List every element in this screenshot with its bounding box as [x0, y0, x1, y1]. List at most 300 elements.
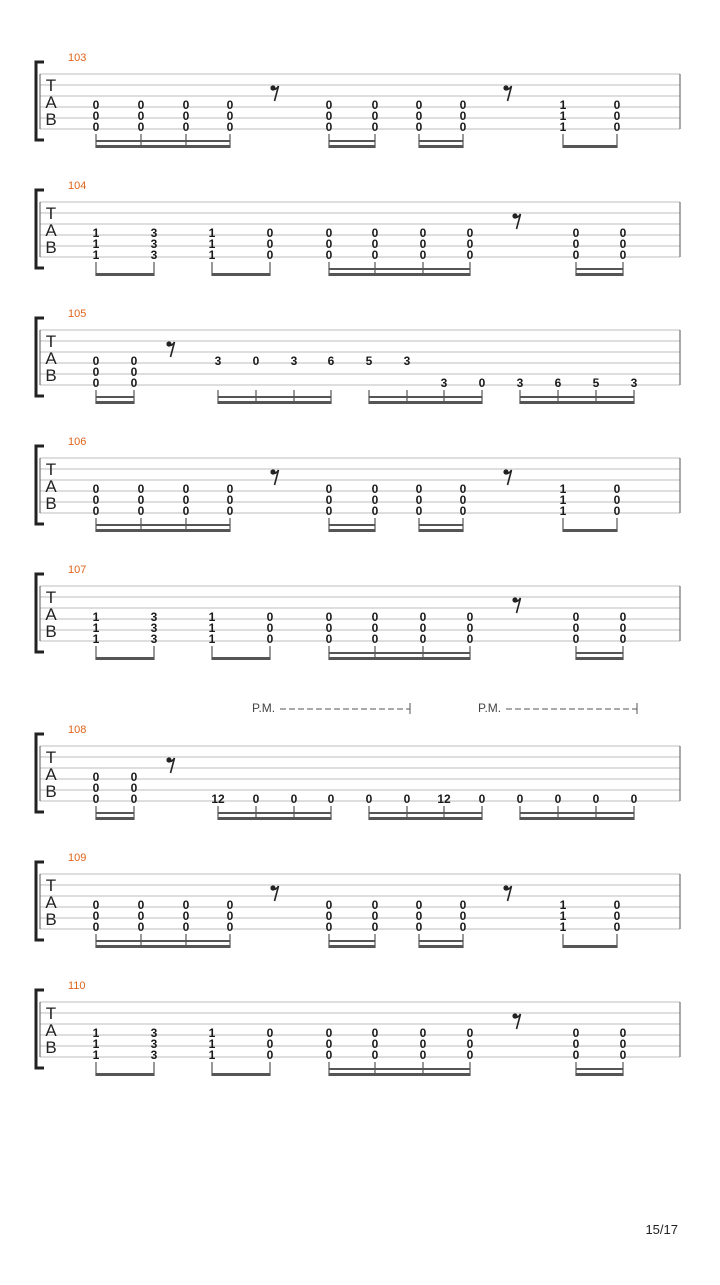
beam-16th — [576, 268, 623, 270]
fret-number: 0 — [325, 120, 333, 134]
fret-number: 0 — [415, 909, 423, 923]
fret-number: 3 — [150, 1048, 158, 1062]
beam — [329, 529, 375, 532]
tab-system-105 — [36, 308, 680, 404]
fret-number: 0 — [325, 610, 333, 624]
beam — [563, 145, 617, 148]
fret-number: 0 — [92, 770, 100, 784]
fret-number: 0 — [92, 920, 100, 934]
fret-number: 0 — [137, 504, 145, 518]
tab-clef-letter: B — [45, 622, 57, 641]
fret-number: 0 — [419, 226, 427, 240]
fret-number: 1 — [208, 226, 216, 240]
fret-number: 1 — [92, 1026, 100, 1040]
tab-clef-letter: A — [45, 221, 57, 240]
fret-number: 6 — [554, 376, 562, 390]
beam-16th — [96, 524, 230, 526]
tab-system-108 — [36, 701, 680, 820]
fret-number: 0 — [371, 109, 379, 123]
fret-number: 0 — [371, 1026, 379, 1040]
fret-number: 0 — [466, 237, 474, 251]
fret-number: 0 — [415, 493, 423, 507]
beam-16th — [96, 812, 134, 814]
beam — [212, 1073, 270, 1076]
fret-number: 0 — [182, 98, 190, 112]
fret-number: 0 — [130, 781, 138, 795]
fret-number: 0 — [365, 792, 373, 806]
fret-number: 0 — [325, 493, 333, 507]
tab-clef-letter: T — [45, 76, 57, 95]
fret-number: 0 — [613, 920, 621, 934]
fret-number: 3 — [150, 632, 158, 646]
beam-16th — [218, 396, 331, 398]
fret-number: 0 — [266, 621, 274, 635]
tab-clef-letter: B — [45, 494, 57, 513]
fret-number: 0 — [137, 493, 145, 507]
measure-number: 105 — [68, 308, 87, 320]
fret-number: 0 — [466, 1026, 474, 1040]
fret-number: 0 — [572, 621, 580, 635]
beam-16th — [329, 140, 375, 142]
tab-system-106 — [36, 436, 680, 532]
fret-number: 0 — [266, 1048, 274, 1062]
fret-number: 0 — [478, 792, 486, 806]
beam-16th — [96, 140, 230, 142]
beam — [563, 945, 617, 948]
fret-number: 0 — [266, 610, 274, 624]
beam — [212, 273, 270, 276]
tab-clef-letter: B — [45, 1038, 57, 1057]
beam — [419, 529, 463, 532]
fret-number: 0 — [419, 632, 427, 646]
fret-number: 0 — [182, 493, 190, 507]
fret-number: 0 — [266, 1026, 274, 1040]
fret-number: 0 — [419, 237, 427, 251]
beam — [576, 657, 623, 660]
fret-number: 3 — [150, 621, 158, 635]
fret-number: 0 — [466, 621, 474, 635]
fret-number: 1 — [92, 248, 100, 262]
tab-clef-letter: T — [45, 1004, 57, 1023]
beam — [419, 945, 463, 948]
fret-number: 0 — [226, 120, 234, 134]
beam — [96, 273, 154, 276]
tab-clef-letter: T — [45, 588, 57, 607]
fret-number: 1 — [208, 1037, 216, 1051]
fret-number: 0 — [371, 237, 379, 251]
page-number: 15/17 — [645, 1222, 678, 1237]
fret-number: 0 — [92, 781, 100, 795]
fret-number: 0 — [459, 493, 467, 507]
fret-number: 0 — [419, 1037, 427, 1051]
fret-number: 0 — [459, 109, 467, 123]
fret-number: 0 — [226, 98, 234, 112]
fret-number: 0 — [325, 248, 333, 262]
fret-number: 0 — [92, 482, 100, 496]
fret-number: 1 — [559, 493, 567, 507]
beam-16th — [218, 812, 331, 814]
beam-16th — [576, 652, 623, 654]
fret-number: 1 — [559, 504, 567, 518]
beam — [329, 945, 375, 948]
beam — [576, 1073, 623, 1076]
fret-number: 0 — [613, 482, 621, 496]
beam-16th — [96, 940, 230, 942]
fret-number: 0 — [130, 792, 138, 806]
fret-number: 0 — [371, 920, 379, 934]
fret-number: 1 — [559, 909, 567, 923]
fret-number: 0 — [554, 792, 562, 806]
beam — [218, 401, 331, 404]
tab-system-110 — [36, 980, 680, 1076]
fret-number: 0 — [371, 226, 379, 240]
fret-number: 0 — [137, 482, 145, 496]
fret-number: 0 — [572, 248, 580, 262]
fret-number: 3 — [150, 237, 158, 251]
fret-number: 0 — [613, 98, 621, 112]
fret-number: 0 — [325, 109, 333, 123]
fret-number: 0 — [182, 898, 190, 912]
beam-16th — [520, 812, 634, 814]
measure-number: 104 — [68, 180, 87, 192]
fret-number: 1 — [208, 632, 216, 646]
fret-number: 0 — [226, 504, 234, 518]
fret-number: 0 — [266, 632, 274, 646]
fret-number: 0 — [92, 354, 100, 368]
beam — [329, 273, 470, 276]
fret-number: 0 — [613, 504, 621, 518]
fret-number: 0 — [226, 482, 234, 496]
beam — [96, 401, 134, 404]
fret-number: 0 — [325, 1048, 333, 1062]
fret-number: 0 — [459, 909, 467, 923]
fret-number: 0 — [266, 1037, 274, 1051]
fret-number: 0 — [371, 632, 379, 646]
tab-clef-letter: B — [45, 110, 57, 129]
fret-number: 0 — [325, 237, 333, 251]
fret-number: 1 — [208, 1026, 216, 1040]
fret-number: 0 — [290, 792, 298, 806]
beam-16th — [419, 940, 463, 942]
tab-clef-letter: B — [45, 782, 57, 801]
fret-number: 0 — [325, 920, 333, 934]
tab-clef-letter: T — [45, 876, 57, 895]
palm-mute-label: P.M. — [252, 701, 276, 715]
fret-number: 0 — [572, 1026, 580, 1040]
fret-number: 0 — [619, 632, 627, 646]
fret-number: 0 — [371, 98, 379, 112]
tab-clef-letter: B — [45, 366, 57, 385]
tab-clef-letter: T — [45, 460, 57, 479]
fret-number: 1 — [92, 621, 100, 635]
beam-16th — [329, 652, 470, 654]
measure-number: 110 — [68, 980, 86, 992]
fret-number: 1 — [559, 898, 567, 912]
fret-number: 0 — [371, 504, 379, 518]
beam — [520, 401, 634, 404]
tab-clef-letter: A — [45, 893, 57, 912]
tab-system-104 — [36, 180, 680, 276]
fret-number: 0 — [325, 98, 333, 112]
fret-number: 0 — [619, 1026, 627, 1040]
tab-clef-letter: T — [45, 748, 57, 767]
fret-number: 0 — [266, 248, 274, 262]
fret-number: 0 — [92, 109, 100, 123]
fret-number: 1 — [92, 1048, 100, 1062]
tab-clef-letter: B — [45, 238, 57, 257]
beam — [96, 657, 154, 660]
fret-number: 0 — [466, 632, 474, 646]
fret-number: 0 — [137, 98, 145, 112]
fret-number: 0 — [130, 376, 138, 390]
fret-number: 3 — [214, 354, 222, 368]
fret-number: 0 — [415, 482, 423, 496]
fret-number: 0 — [572, 632, 580, 646]
fret-number: 0 — [415, 109, 423, 123]
beam-16th — [419, 140, 463, 142]
beam — [329, 145, 375, 148]
tab-system-107 — [36, 564, 680, 660]
beam-16th — [369, 812, 482, 814]
fret-number: 0 — [325, 482, 333, 496]
fret-number: 0 — [325, 226, 333, 240]
fret-number: 1 — [559, 920, 567, 934]
fret-number: 0 — [371, 1037, 379, 1051]
tab-clef-letter: A — [45, 765, 57, 784]
beam-16th — [369, 396, 482, 398]
fret-number: 0 — [516, 792, 524, 806]
fret-number: 3 — [516, 376, 524, 390]
fret-number: 0 — [619, 1048, 627, 1062]
beam — [329, 1073, 470, 1076]
fret-number: 0 — [327, 792, 335, 806]
fret-number: 0 — [466, 1037, 474, 1051]
beam — [96, 817, 134, 820]
tab-clef-letter: B — [45, 910, 57, 929]
fret-number: 12 — [437, 792, 451, 806]
fret-number: 5 — [592, 376, 600, 390]
beam — [96, 945, 230, 948]
fret-number: 1 — [208, 621, 216, 635]
fret-number: 0 — [182, 120, 190, 134]
fret-number: 0 — [252, 354, 260, 368]
fret-number: 0 — [182, 109, 190, 123]
fret-number: 1 — [559, 109, 567, 123]
fret-number: 12 — [211, 792, 225, 806]
fret-number: 0 — [371, 909, 379, 923]
fret-number: 0 — [613, 109, 621, 123]
beam — [563, 529, 617, 532]
fret-number: 0 — [325, 909, 333, 923]
fret-number: 0 — [403, 792, 411, 806]
beam — [520, 817, 634, 820]
fret-number: 3 — [150, 610, 158, 624]
fret-number: 0 — [182, 920, 190, 934]
beam — [96, 145, 230, 148]
measure-number: 106 — [68, 436, 87, 448]
tab-clef-letter: T — [45, 332, 57, 351]
fret-number: 0 — [137, 109, 145, 123]
fret-number: 0 — [226, 898, 234, 912]
fret-number: 0 — [92, 792, 100, 806]
fret-number: 0 — [130, 365, 138, 379]
fret-number: 0 — [92, 898, 100, 912]
fret-number: 0 — [325, 632, 333, 646]
fret-number: 0 — [182, 482, 190, 496]
fret-number: 3 — [290, 354, 298, 368]
fret-number: 0 — [266, 237, 274, 251]
fret-number: 0 — [371, 610, 379, 624]
fret-number: 1 — [208, 610, 216, 624]
beam — [212, 657, 270, 660]
tab-clef-letter: A — [45, 605, 57, 624]
fret-number: 0 — [459, 120, 467, 134]
beam-16th — [419, 524, 463, 526]
fret-number: 0 — [266, 226, 274, 240]
fret-number: 0 — [419, 1048, 427, 1062]
fret-number: 0 — [182, 909, 190, 923]
fret-number: 0 — [613, 120, 621, 134]
fret-number: 1 — [559, 120, 567, 134]
fret-number: 0 — [325, 1037, 333, 1051]
fret-number: 0 — [619, 1037, 627, 1051]
fret-number: 0 — [371, 1048, 379, 1062]
fret-number: 0 — [619, 621, 627, 635]
fret-number: 0 — [92, 909, 100, 923]
fret-number: 0 — [92, 376, 100, 390]
fret-number: 0 — [572, 1048, 580, 1062]
fret-number: 0 — [130, 770, 138, 784]
beam-16th — [329, 1068, 470, 1070]
fret-number: 0 — [619, 248, 627, 262]
fret-number: 3 — [403, 354, 411, 368]
fret-number: 1 — [92, 1037, 100, 1051]
beam-16th — [329, 524, 375, 526]
tab-clef-letter: A — [45, 477, 57, 496]
fret-number: 0 — [478, 376, 486, 390]
beam-16th — [96, 396, 134, 398]
beam — [419, 145, 463, 148]
beam — [369, 817, 482, 820]
fret-number: 0 — [252, 792, 260, 806]
fret-number: 0 — [619, 226, 627, 240]
fret-number: 0 — [137, 909, 145, 923]
fret-number: 0 — [92, 365, 100, 379]
measure-number: 108 — [68, 724, 87, 736]
beam — [96, 529, 230, 532]
fret-number: 0 — [325, 1026, 333, 1040]
beam-16th — [329, 268, 470, 270]
fret-number: 0 — [92, 493, 100, 507]
fret-number: 0 — [226, 493, 234, 507]
beam — [576, 273, 623, 276]
measure-number: 109 — [68, 852, 87, 864]
beam — [218, 817, 331, 820]
fret-number: 0 — [415, 898, 423, 912]
fret-number: 3 — [150, 1037, 158, 1051]
fret-number: 0 — [572, 237, 580, 251]
fret-number: 0 — [137, 898, 145, 912]
fret-number: 1 — [559, 98, 567, 112]
fret-number: 0 — [592, 792, 600, 806]
fret-number: 1 — [559, 482, 567, 496]
fret-number: 0 — [371, 482, 379, 496]
fret-number: 0 — [613, 909, 621, 923]
fret-number: 0 — [325, 621, 333, 635]
fret-number: 0 — [419, 621, 427, 635]
beam — [96, 1073, 154, 1076]
fret-number: 0 — [371, 493, 379, 507]
fret-number: 3 — [440, 376, 448, 390]
fret-number: 0 — [572, 610, 580, 624]
beam-16th — [520, 396, 634, 398]
fret-number: 0 — [92, 98, 100, 112]
tab-system-103 — [36, 52, 680, 148]
fret-number: 0 — [459, 482, 467, 496]
fret-number: 0 — [459, 504, 467, 518]
fret-number: 0 — [371, 248, 379, 262]
fret-number: 0 — [415, 120, 423, 134]
fret-number: 0 — [137, 920, 145, 934]
fret-number: 0 — [419, 1026, 427, 1040]
fret-number: 0 — [613, 898, 621, 912]
fret-number: 0 — [459, 898, 467, 912]
fret-number: 0 — [613, 493, 621, 507]
fret-number: 0 — [572, 1037, 580, 1051]
fret-number: 5 — [365, 354, 373, 368]
fret-number: 1 — [208, 1048, 216, 1062]
fret-number: 0 — [130, 354, 138, 368]
fret-number: 3 — [150, 1026, 158, 1040]
fret-number: 1 — [208, 248, 216, 262]
palm-mute-label: P.M. — [478, 701, 502, 715]
fret-number: 0 — [137, 120, 145, 134]
fret-number: 0 — [466, 248, 474, 262]
fret-number: 0 — [92, 504, 100, 518]
fret-number: 0 — [466, 610, 474, 624]
fret-number: 0 — [466, 226, 474, 240]
fret-number: 1 — [92, 610, 100, 624]
fret-number: 3 — [150, 248, 158, 262]
fret-number: 3 — [150, 226, 158, 240]
fret-number: 0 — [325, 898, 333, 912]
fret-number: 1 — [92, 632, 100, 646]
fret-number: 0 — [182, 504, 190, 518]
fret-number: 0 — [371, 120, 379, 134]
beam-16th — [576, 1068, 623, 1070]
fret-number: 0 — [325, 504, 333, 518]
beam — [369, 401, 482, 404]
measure-number: 103 — [68, 52, 87, 64]
fret-number: 0 — [415, 504, 423, 518]
tab-clef-letter: A — [45, 93, 57, 112]
fret-number: 0 — [619, 237, 627, 251]
fret-number: 0 — [226, 909, 234, 923]
fret-number: 0 — [226, 109, 234, 123]
fret-number: 1 — [92, 226, 100, 240]
fret-number: 1 — [92, 237, 100, 251]
fret-number: 0 — [619, 610, 627, 624]
fret-number: 0 — [415, 98, 423, 112]
fret-number: 0 — [371, 898, 379, 912]
fret-number: 0 — [419, 610, 427, 624]
tab-clef-letter: A — [45, 349, 57, 368]
fret-number: 0 — [459, 98, 467, 112]
tab-system-109 — [36, 852, 680, 948]
fret-number: 3 — [630, 376, 638, 390]
fret-number: 0 — [419, 248, 427, 262]
fret-number: 0 — [630, 792, 638, 806]
